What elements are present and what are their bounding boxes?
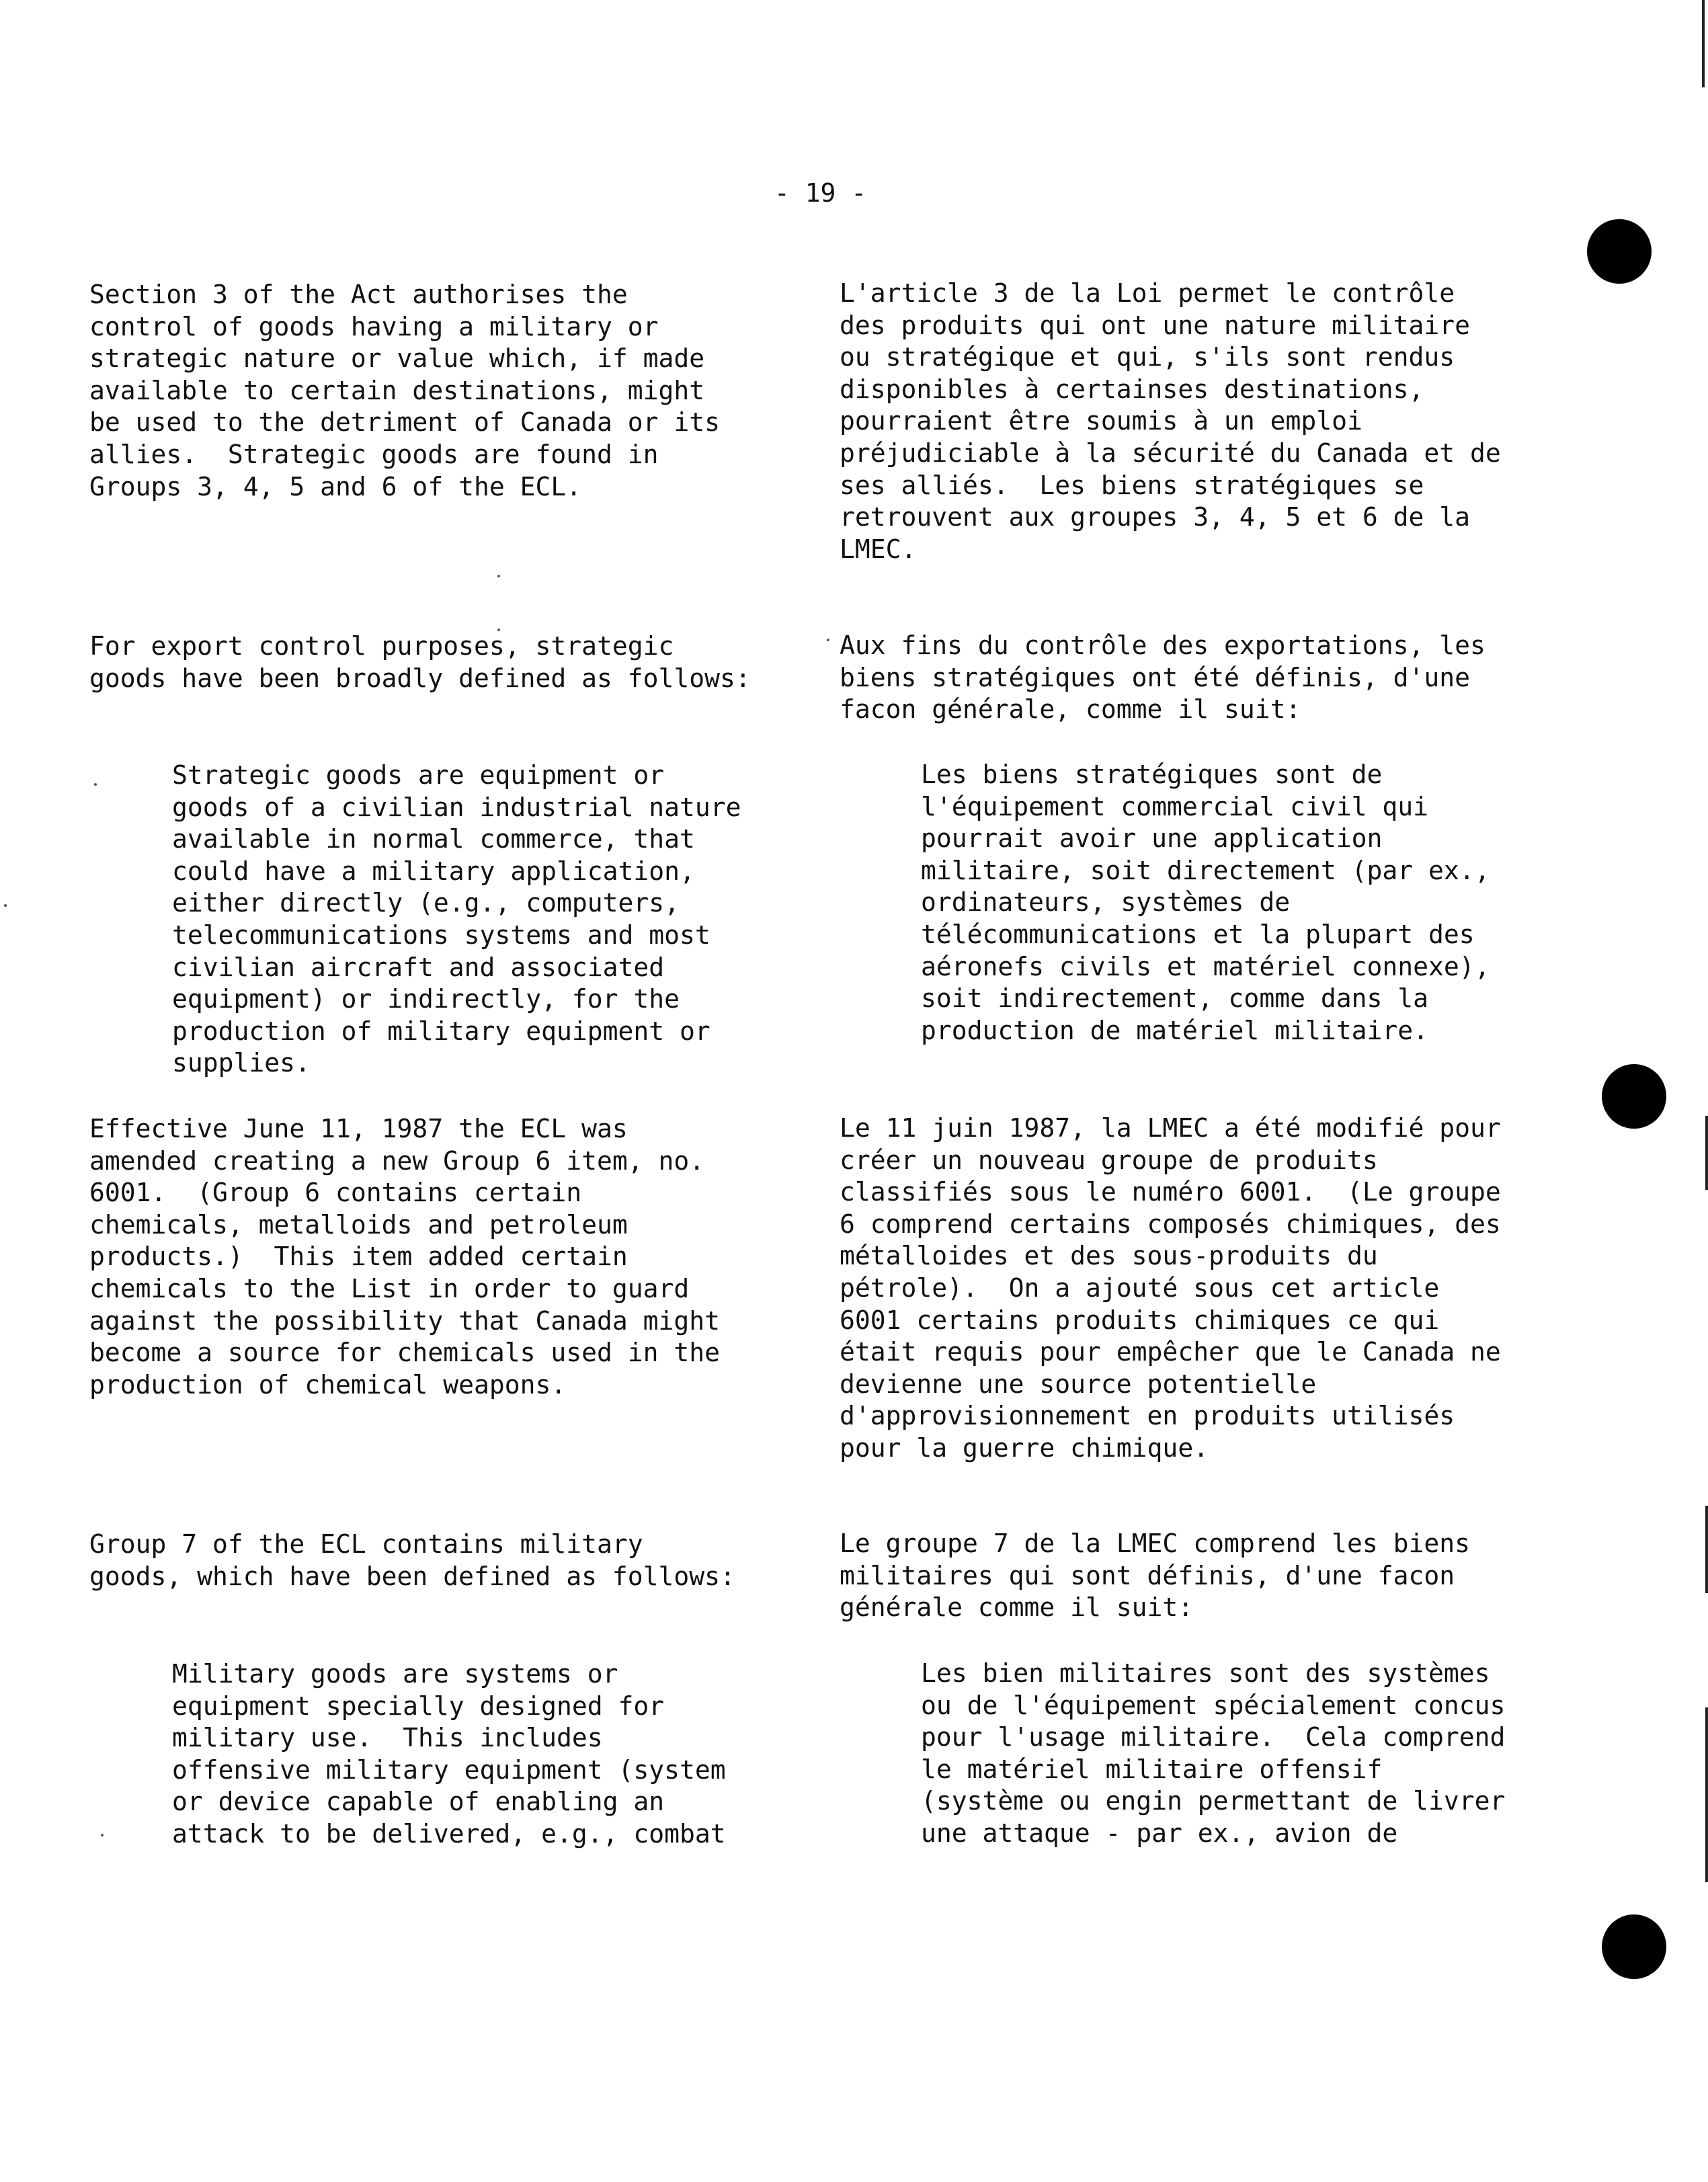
punch-hole-middle [1602,1064,1666,1129]
french-paragraph-groupe-7: Le groupe 7 de la LMEC comprend les biens militaires qui sont définis, d'une facon générale comme il suit: [840,1529,1470,1623]
scan-speck [497,575,500,577]
punch-hole-top [1587,219,1652,284]
scan-speck [101,1834,104,1836]
french-paragraph-article-3: L'article 3 de la Loi permet le contrôle des produits qui ont une nature militaire ou stratégique et qui, s'ils sont rendus disponibles à certainses destinations, pourraient être soumis à un emploi préjudiciable à la sécurité du Canada et de ses alliés. Les biens stratégiques se retrouvent aux groupes 3, 4, 5 et 6 de la LMEC. [840,278,1501,564]
english-paragraph-export-control-purposes: For export control purposes, strategic goods have been broadly defined as follows: [89,631,751,693]
english-paragraph-group-7: Group 7 of the ECL contains military goods, which have been defined as follows: [89,1529,735,1591]
page-edge-line [1702,0,1705,87]
french-definition-biens-militaires: Les bien militaires sont des systèmes ou de l'équipement spécialement concus pour l'usage militaire. Cela comprend le matériel militaire offensif (système ou engin permettant de livrer une attaque - par ex., avion de [921,1658,1506,1848]
page-edge-line [1705,1116,1708,1190]
english-paragraph-group-6-amendment: Effective June 11, 1987 the ECL was amended creating a new Group 6 item, no. 6001. (Group 6 contains certain chemicals, metalloids and petroleum products.) This item added certain chemicals to the List in order to guard against the possibility that Canada might become a source for chemicals used in the production of chemical weapons. [89,1114,720,1400]
english-paragraph-act-section-3: Section 3 of the Act authorises the control of goods having a military or strategic nature or value which, if made available to certain destinations, might be used to the detriment of Canada or its allies. Strategic goods are found in Groups 3, 4, 5 and 6 of the ECL. [89,280,720,501]
punch-hole-bottom [1602,1914,1666,1979]
page-edge-line [1705,1707,1708,1882]
french-paragraph-fins-controle: Aux fins du contrôle des exportations, les biens stratégiques ont été définis, d'une facon générale, comme il suit: [840,631,1486,725]
english-definition-military-goods: Military goods are systems or equipment specially designed for military use. This includes offensive military equipment (system or device capable of enabling an attack to be delivered, e.g., combat [172,1659,726,1849]
english-definition-strategic-goods: Strategic goods are equipment or goods of a civilian industrial nature available in normal commerce, that could have a military application, either directly (e.g., computers, telecommunications systems and most civilian aircraft and associated equipment) or indirectly, for the production of military equipment or supplies. [172,760,741,1078]
scan-speck [827,639,829,641]
french-definition-biens-strategiques: Les biens stratégiques sont de l'équipement commercial civil qui pourrait avoir une application militaire, soit directement (par ex., ordinateurs, systèmes de télécommunications et la plupart des aéronefs civils et matériel connexe), soit indirectement, comme dans la production de matériel militaire. [921,760,1490,1045]
page-edge-line [1705,1506,1708,1593]
scan-speck [497,629,500,631]
scan-speck [94,783,97,786]
page-number: - 19 - [774,178,867,208]
french-paragraph-modification-groupe-6: Le 11 juin 1987, la LMEC a été modifié pour créer un nouveau groupe de produits classifiés sous le numéro 6001. (Le groupe 6 comprend certains composés chimiques, des métalloides et des sous-produits du pétrole). On a ajouté sous cet article 6001 certains produits chimiques ce qui était requis pour empêcher que le Canada ne devienne une source potentielle d'approvisionnement en produits utilisés pour la guerre chimique. [840,1113,1501,1463]
scan-speck [4,904,7,907]
